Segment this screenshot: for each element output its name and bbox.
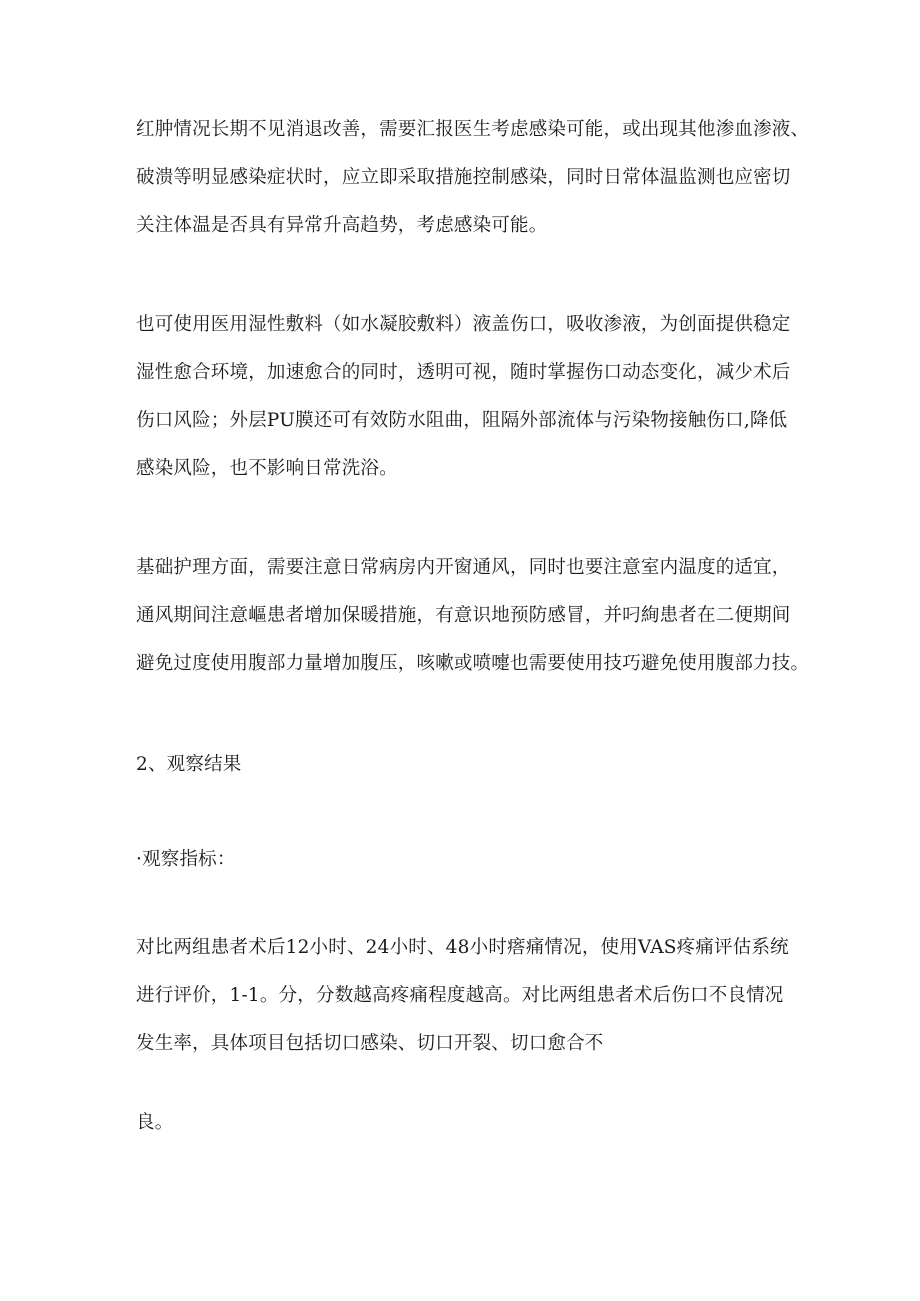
- paragraph-dressing-line-4: 感染风险，也不影响日常洗浴。: [136, 458, 398, 479]
- paragraph-indicators-line-3: 发生率，具体项目包括切口感染、切口开裂、切口愈合不: [136, 1033, 604, 1054]
- paragraph-infection-line-2: 破溃等明显感染症状时，应立即采取措施控制感染，同时日常体温监测也应密切: [136, 167, 791, 188]
- section-heading-observation-results: 2、观察结果: [136, 754, 242, 775]
- paragraph-infection-line-3: 关注体温是否具有异常升高趋势，考虑感染可能。: [136, 215, 548, 236]
- paragraph-basic-care-line-2: 通风期间注意嶇患者增加保暖措施，有意识地预防感冒，并叼絢患者在二便期间: [136, 605, 791, 626]
- paragraph-infection-line-1: 红肿情况长期不见消退改善，需要汇报医生考虑感染可能，或出现其他渗血渗液、: [136, 119, 810, 140]
- paragraph-basic-care-line-3: 避免过度使用腹部力量增加腹压，咳嗽或喷嚏也需要使用技巧避免使用腹部力技。: [136, 653, 810, 674]
- subheading-observation-indicators: ·观察指标：: [136, 849, 236, 870]
- paragraph-dressing-line-1: 也可使用医用湿性敷料（如水凝胶敷料）液盖伤口，吸收渗液，为创面提供稳定: [136, 314, 791, 335]
- paragraph-basic-care-line-1: 基础护理方面，需要注意日常病房内开窗通风，同时也要注意室内温度的适宜，: [136, 557, 791, 578]
- paragraph-indicators-line-2: 进行评价，1-1。分，分数越高疼痛程度越高。对比两组患者术后伤口不良情况: [136, 985, 784, 1006]
- paragraph-dressing-line-3: 伤口风险；外层PU膜还可有效防水阻曲，阻隔外部流体与污染物接触伤口,降低: [136, 410, 788, 431]
- paragraph-dressing-line-2: 湿性愈合环境，加速愈合的同时，透明可视，随时掌握伤口动态变化，减少术后: [136, 362, 791, 383]
- paragraph-indicators-line-1: 对比两组患者术后12小时、24小时、48小时瘩痛情况，使用VAS疼痛评估系统: [136, 937, 789, 958]
- paragraph-tail-line-1: 良。: [136, 1112, 174, 1133]
